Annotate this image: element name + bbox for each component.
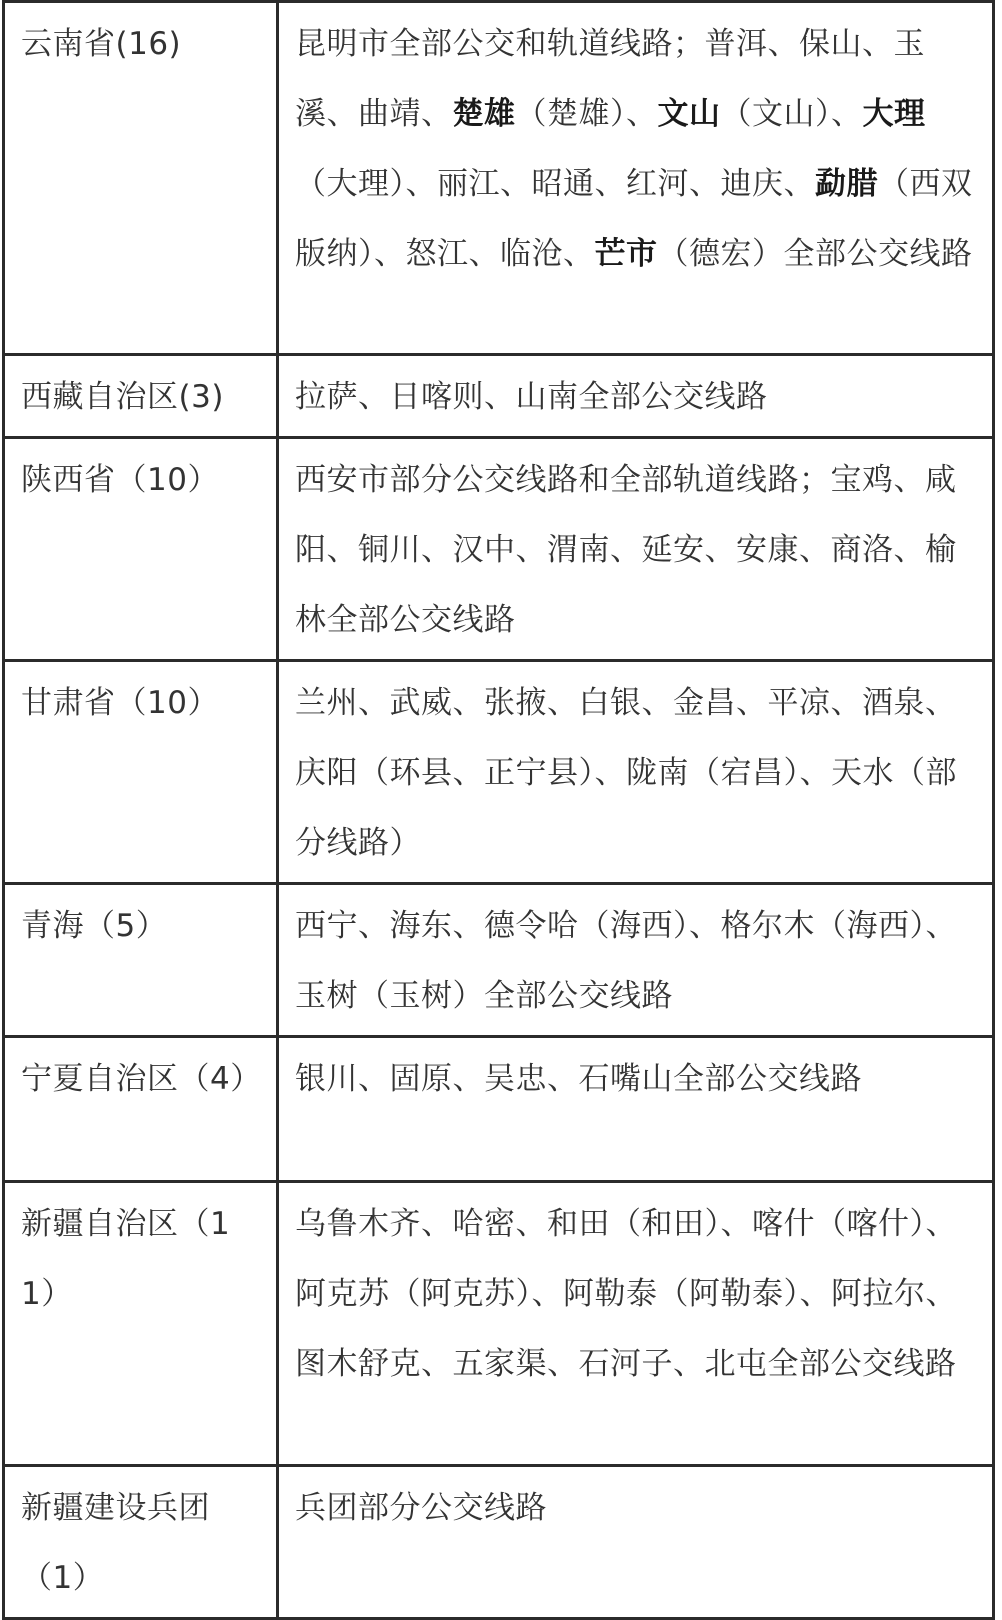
cities-text: 乌鲁木齐、哈密、和田（和田）、喀什（喀什）、阿克苏（阿克苏）、阿勒泰（阿勒泰）、阿拉尔、图木舒克、五家渠、石河子、北屯全部公交线路 [295, 1206, 957, 1382]
cities-text: （大理）、丽江、昭通、红河、迪庆、 [295, 166, 815, 202]
cities-cell [278, 438, 994, 661]
coverage-table [2, 0, 995, 1620]
cities-text: （西双版纳）、怒江、临沧、 [295, 166, 973, 272]
table-row [4, 438, 994, 661]
table-row [4, 1182, 994, 1466]
cities-text: 兵团部分公交线路 [295, 1490, 547, 1526]
cities-cell [278, 1037, 994, 1182]
table-row [4, 1037, 994, 1182]
table-row [4, 1466, 994, 1619]
cities-cell [278, 355, 994, 438]
table-row [4, 661, 994, 884]
province-cell: 宁夏自治区（4） [4, 1037, 278, 1182]
cities-text: 银川、固原、吴忠、石嘴山全部公交线路 [295, 1061, 862, 1097]
province-cell: 新疆自治区（11） [4, 1182, 278, 1466]
cities-text: 兰州、武威、张掖、白银、金昌、平凉、酒泉、庆阳（环县、正宁县）、陇南（宕昌）、天水（部分线路） [295, 685, 957, 861]
cities-text-bold: 文山 [657, 96, 721, 132]
coverage-table-body [4, 2, 994, 1619]
cities-cell [278, 1466, 994, 1619]
table-row [4, 884, 994, 1037]
province-cell: 陕西省（10） [4, 438, 278, 661]
province-cell: 甘肃省（10） [4, 661, 278, 884]
cities-text: 昆明市全部公交和轨道线路；普洱、保山、玉溪、曲靖、 [295, 26, 925, 132]
cities-text: （德宏）全部公交线路 [657, 236, 973, 272]
cities-text: （楚雄）、 [515, 96, 658, 132]
table-row [4, 355, 994, 438]
cities-text: （文山）、 [720, 96, 863, 132]
cities-text-bold: 勐腊 [815, 166, 878, 202]
province-cell: 新疆建设兵团（1） [4, 1466, 278, 1619]
cities-text-bold: 大理 [862, 96, 926, 132]
province-cell: 云南省(16) [4, 2, 278, 355]
cities-text: 西宁、海东、德令哈（海西）、格尔木（海西）、玉树（玉树）全部公交线路 [295, 908, 957, 1014]
cities-text-bold: 楚雄 [452, 96, 516, 132]
cities-text: 西安市部分公交线路和全部轨道线路；宝鸡、咸阳、铜川、汉中、渭南、延安、安康、商洛、榆林全部公交线路 [295, 462, 957, 638]
cities-cell [278, 2, 994, 355]
cities-cell [278, 661, 994, 884]
cities-cell [278, 1182, 994, 1466]
province-cell: 西藏自治区(3) [4, 355, 278, 438]
cities-text: 拉萨、日喀则、山南全部公交线路 [295, 379, 768, 415]
province-cell: 青海（5） [4, 884, 278, 1037]
cities-text-bold: 芒市 [594, 236, 658, 272]
table-row [4, 2, 994, 355]
cities-cell [278, 884, 994, 1037]
